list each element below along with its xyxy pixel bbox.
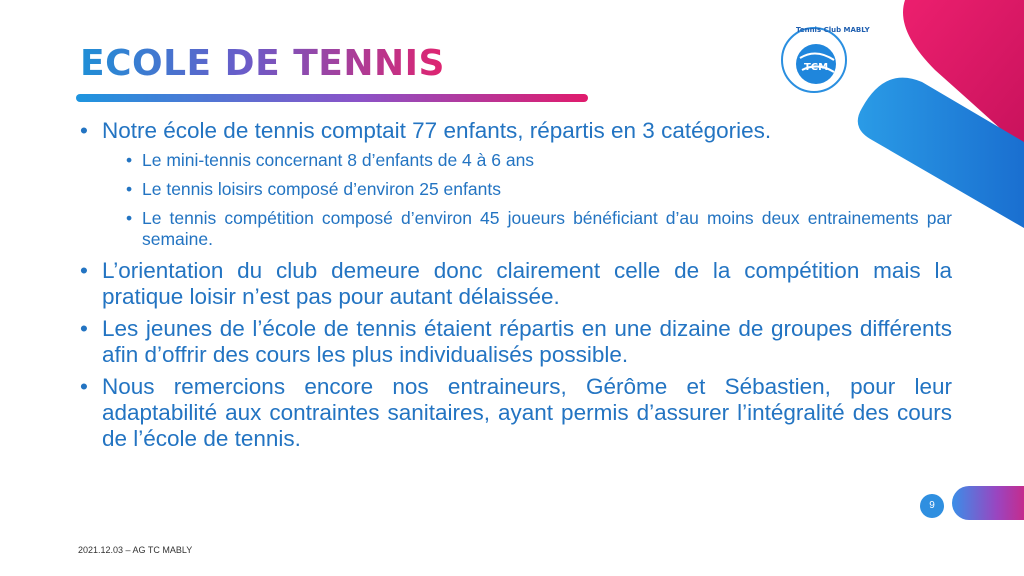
bullet-item: • Les jeunes de l’école de tennis étaient répartis en une dizaine de groupes différents afin d’offrir des cours les plus individualisés possible.	[80, 316, 952, 368]
bullet-item	[80, 118, 952, 250]
bullet-item: • Nous remercions encore nos entraineurs, Gérôme et Sébastien, pour leur adaptabilité aux contraintes sanitaires, ayant permis d’assurer l’intégralité des cours de l’école de tennis.	[80, 374, 952, 452]
bullet-item: • L’orientation du club demeure donc clairement celle de la compétition mais la pratique loisir n’est pas pour autant délaissée.	[80, 258, 952, 310]
sub-bullet-item: • Le mini-tennis concernant 8 d’enfants de 4 à 6 ans	[102, 150, 952, 171]
logo-center-text: TCM	[803, 62, 829, 73]
footer-gradient-bar	[952, 486, 1024, 520]
footer-text: 2021.12.03 – AG TC MABLY	[78, 545, 193, 555]
title-underline	[76, 94, 588, 102]
logo-top-text: Tennis Club MABLY	[796, 26, 870, 34]
bullet-text: Notre école de tennis comptait 77 enfants, répartis en 3 catégories.	[102, 118, 772, 143]
page-number: 9	[920, 494, 944, 518]
sub-bullet-item: • Le tennis loisirs composé d’environ 25 enfants	[102, 179, 952, 200]
sub-bullet-item: • Le tennis compétition composé d’environ 45 joueurs bénéficiant d’au moins deux entrainements par semaine.	[102, 208, 952, 250]
page-title: ECOLE DE TENNIS	[80, 43, 445, 84]
club-logo	[776, 20, 870, 96]
bullet-list	[80, 118, 952, 458]
sub-bullet-list	[102, 150, 952, 250]
